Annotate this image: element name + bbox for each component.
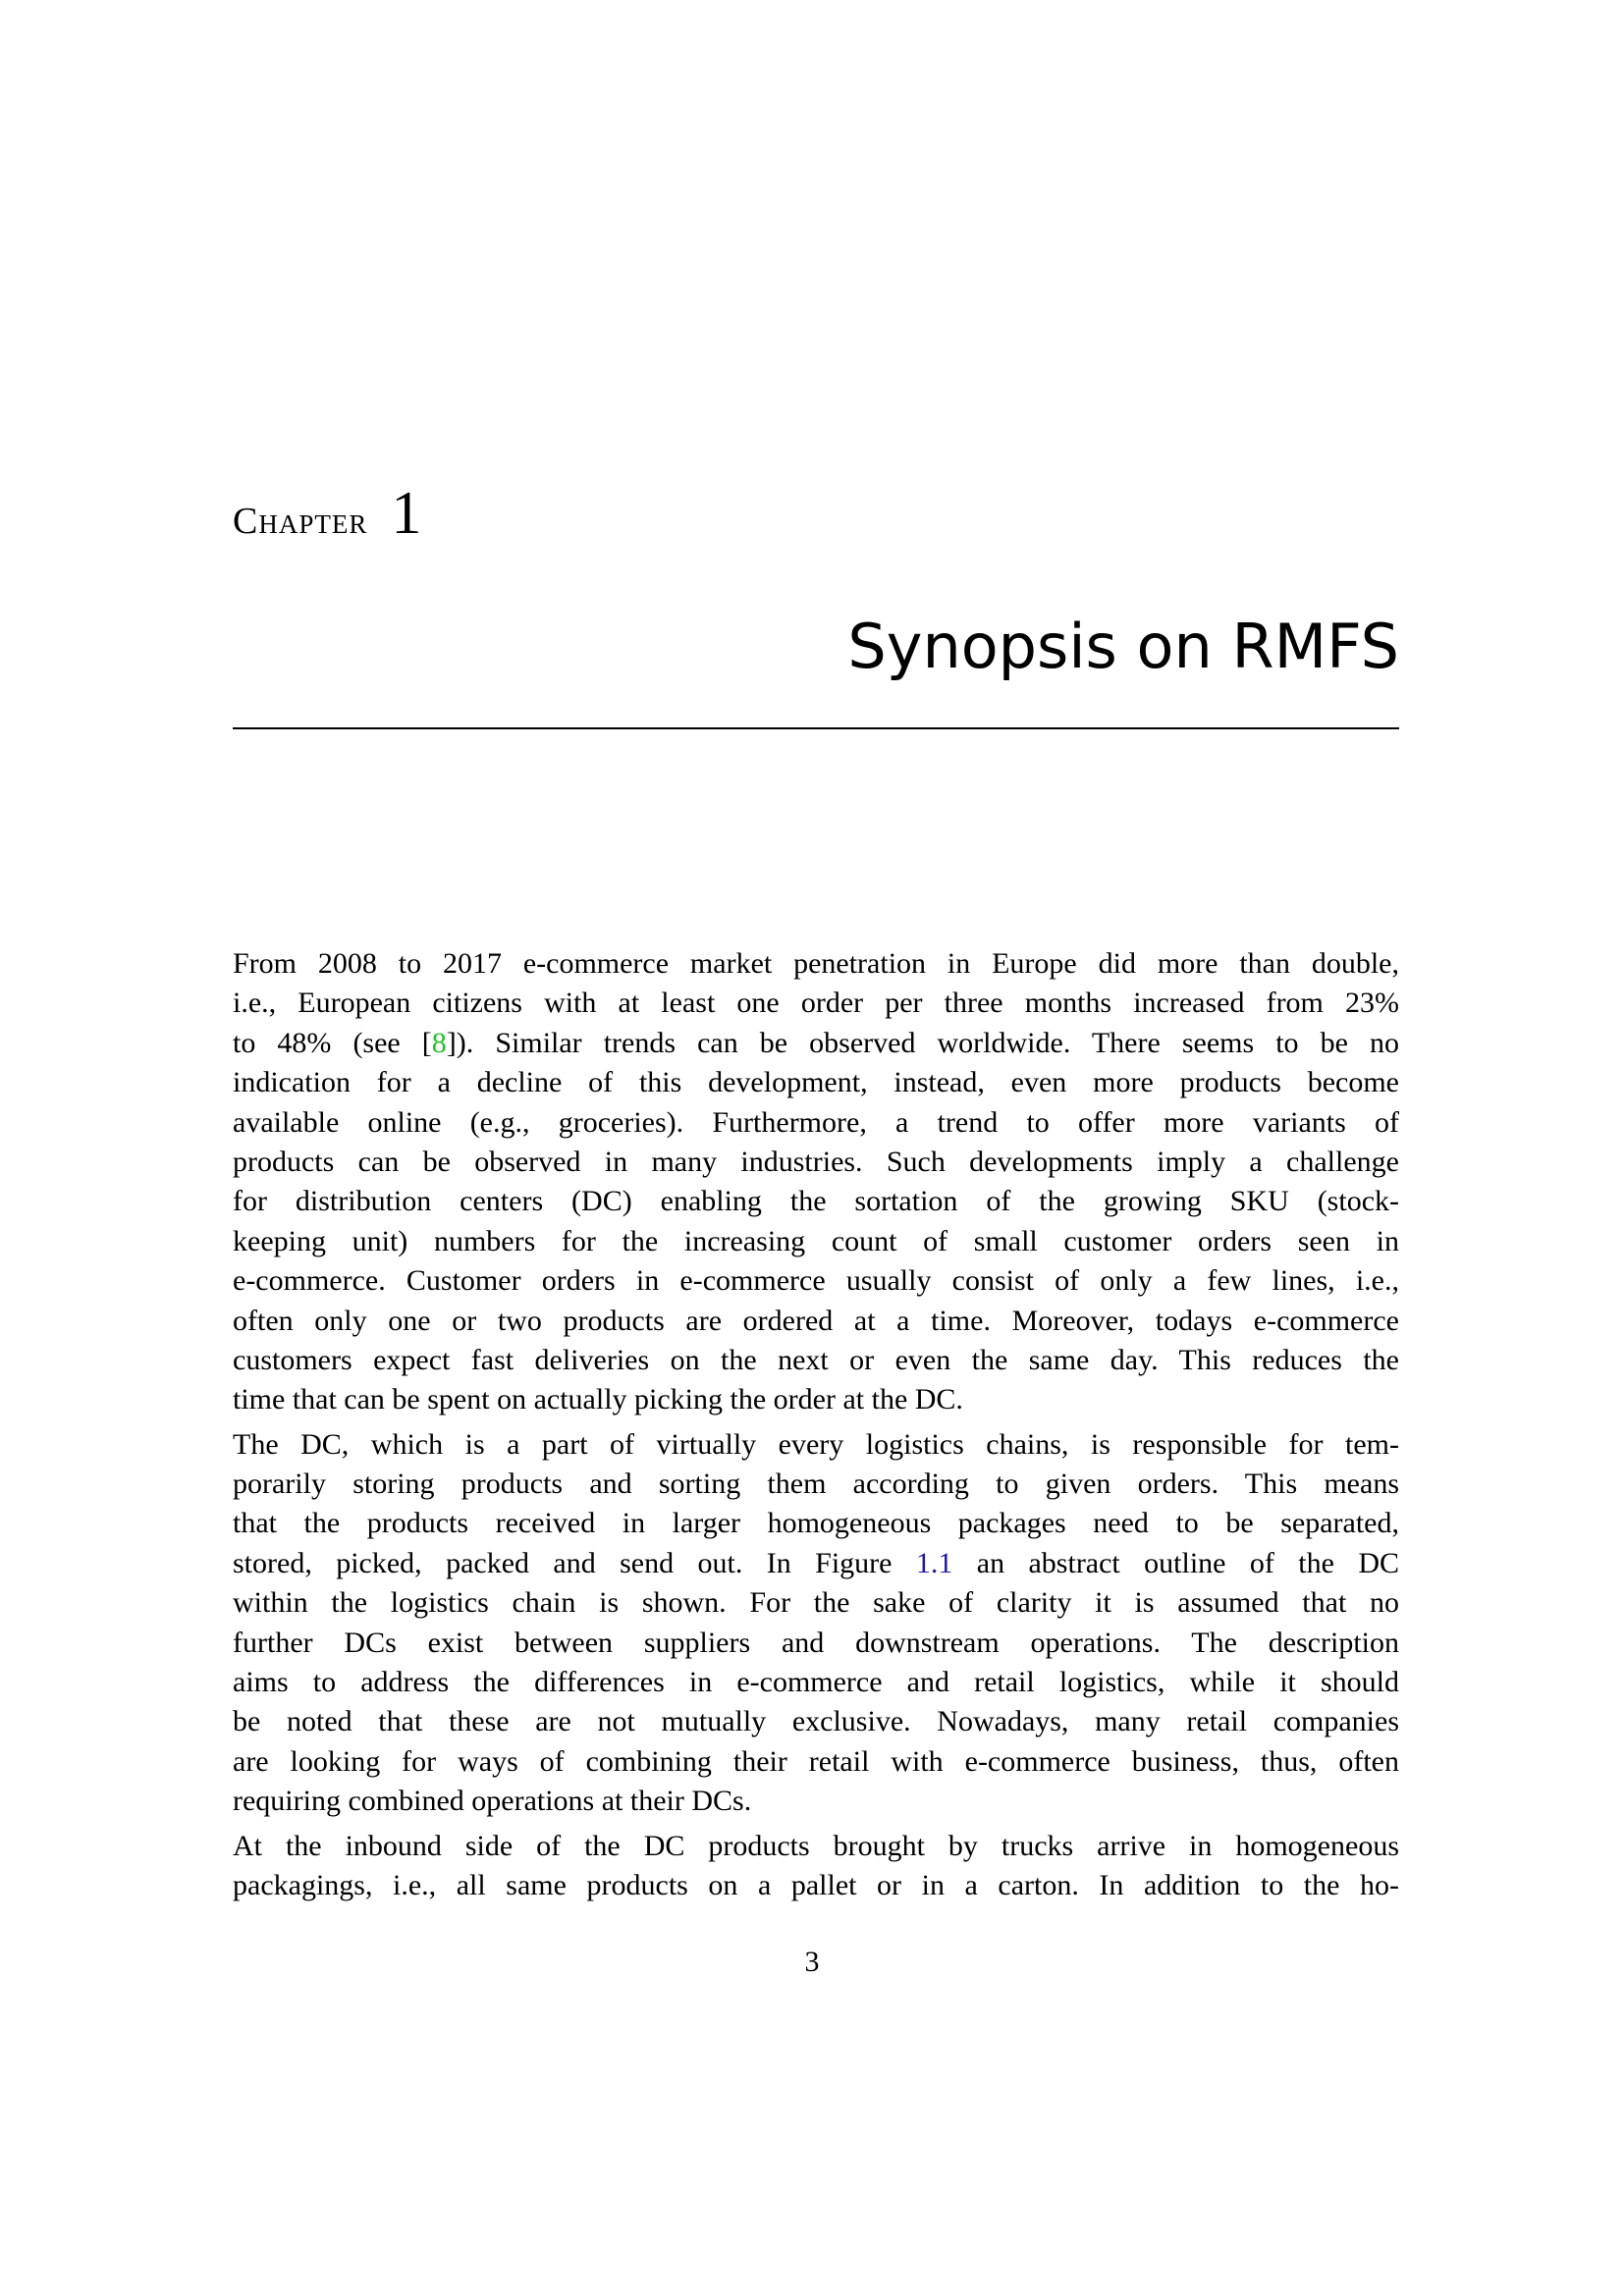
text-span: packagings, i.e., all same products on a pallet or in a carton. In addition to the ho-: [233, 1868, 1399, 1901]
text-span: are looking for ways of combining their retail with e-commerce business, thus, often: [233, 1744, 1399, 1778]
text-line: [233, 1866, 1399, 1905]
text-line: [233, 1465, 1399, 1504]
paragraph: [233, 1827, 1399, 1906]
text-line: [233, 1425, 1399, 1465]
text-line: [233, 1504, 1399, 1543]
title-rule: [233, 727, 1399, 729]
text-span: At the inbound side of the DC products brought by trucks arrive in homogeneous: [233, 1829, 1399, 1862]
chapter-label: Chapter: [233, 501, 368, 542]
text-line: [233, 1063, 1399, 1102]
text-span: e-commerce. Customer orders in e-commerce usually consist of only a few lines, i.e.,: [233, 1264, 1399, 1298]
paragraph: [233, 1425, 1399, 1822]
text-span: ]). Similar trends can be observed worldwide. There seems to be no: [446, 1026, 1399, 1059]
text-span: porarily storing products and sorting them according to given orders. This means: [233, 1468, 1399, 1501]
text-span: i.e., European citizens with at least one order per three months increased from 23%: [233, 987, 1399, 1020]
text-line: [233, 944, 1399, 984]
text-line: [233, 1702, 1399, 1741]
paragraph: [233, 944, 1399, 1420]
chapter-title: Synopsis on RMFS: [847, 611, 1399, 682]
text-span: stored, picked, packed and send out. In Figure: [233, 1546, 916, 1579]
text-line: [233, 1827, 1399, 1866]
text-span: often only one or two products are ordered at a time. Moreover, todays e-commerce: [233, 1304, 1399, 1337]
page-number: 3: [804, 1946, 820, 1978]
text-line: [233, 1261, 1399, 1301]
text-line: [233, 1380, 1399, 1419]
text-span: to 48% (see [: [233, 1026, 432, 1059]
text-line: [233, 1624, 1399, 1663]
text-line: [233, 984, 1399, 1023]
text-line: [233, 1302, 1399, 1341]
text-span: products can be observed in many industries. Such developments imply a challenge: [233, 1145, 1399, 1178]
text-span: further DCs exist between suppliers and downstream operations. The description: [233, 1626, 1399, 1659]
text-line: [233, 1544, 1399, 1583]
text-line: [233, 1182, 1399, 1221]
text-line: [233, 1024, 1399, 1063]
text-span: be noted that these are not mutually exclusive. Nowadays, many retail companies: [233, 1705, 1399, 1738]
chapter-heading: [233, 479, 421, 549]
text-span: requiring combined operations at their DCs.: [233, 1785, 752, 1818]
text-span: The DC, which is a part of virtually every logistics chains, is responsible for tem-: [233, 1427, 1399, 1461]
text-span: time that can be spent on actually picking the order at the DC.: [233, 1383, 963, 1416]
text-span: an abstract outline of the DC: [952, 1546, 1399, 1579]
text-span: keeping unit) numbers for the increasing count of small customer orders seen in: [233, 1224, 1399, 1257]
text-line: [233, 1742, 1399, 1782]
body-text: [233, 944, 1399, 1910]
text-span: aims to address the differences in e-commerce and retail logistics, while it should: [233, 1666, 1399, 1699]
text-span: available online (e.g., groceries). Furthermore, a trend to offer more variants of: [233, 1105, 1399, 1139]
text-line: [233, 1222, 1399, 1261]
text-span: that the products received in larger homogeneous packages need to be separated,: [233, 1507, 1399, 1540]
text-span: indication for a decline of this development, instead, even more products become: [233, 1066, 1399, 1099]
citation-link[interactable]: 8: [431, 1026, 447, 1059]
text-span: for distribution centers (DC) enabling the sortation of the growing SKU (stock-: [233, 1185, 1399, 1218]
text-span: customers expect fast deliveries on the next or even the same day. This reduces the: [233, 1343, 1399, 1376]
text-line: [233, 1103, 1399, 1143]
text-line: [233, 1583, 1399, 1623]
text-line: [233, 1341, 1399, 1380]
text-line: [233, 1663, 1399, 1702]
text-span: within the logistics chain is shown. For the sake of clarity it is assumed that no: [233, 1586, 1399, 1620]
chapter-number: 1: [391, 480, 422, 547]
text-span: From 2008 to 2017 e-commerce market penetration in Europe did more than double,: [233, 947, 1399, 980]
figure-reference-link[interactable]: 1.1: [915, 1546, 953, 1579]
text-line: [233, 1782, 1399, 1821]
text-line: [233, 1143, 1399, 1182]
